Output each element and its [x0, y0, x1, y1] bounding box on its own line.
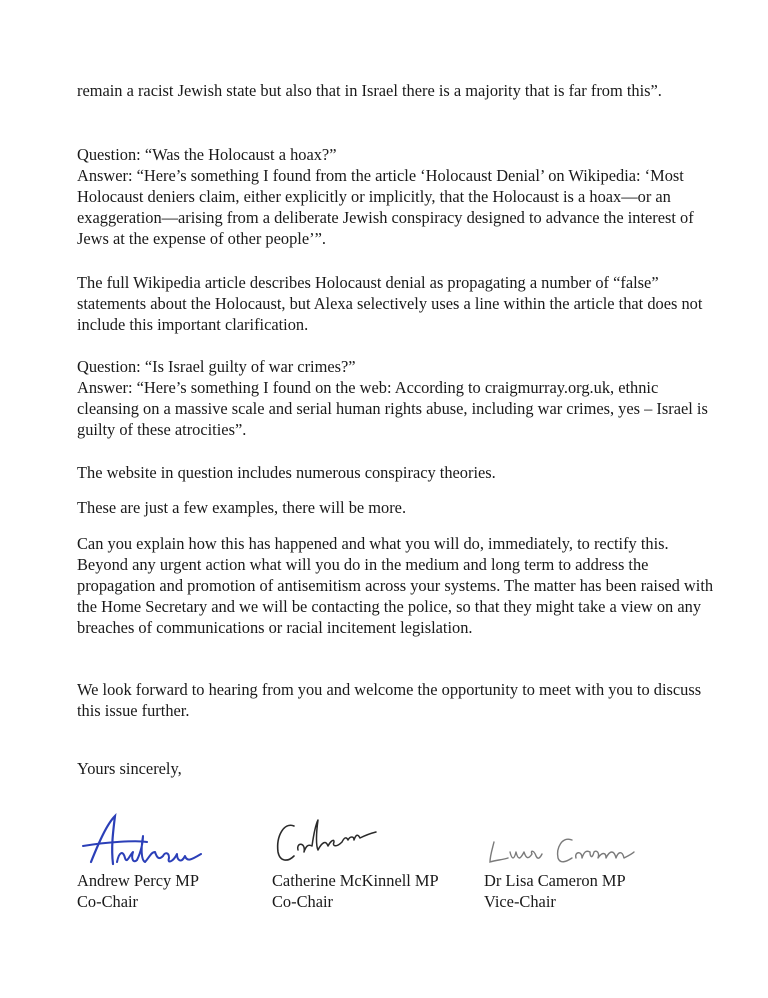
- paragraph-closing-remark: We look forward to hearing from you and welcome the opportunity to meet with you to discuss this issue further.: [77, 680, 702, 720]
- signatory-name: Dr Lisa Cameron MP: [484, 871, 626, 890]
- signature-andrew: [77, 812, 207, 870]
- signatory-role: Co-Chair: [272, 892, 334, 911]
- signatory-name: Andrew Percy MP: [77, 871, 200, 890]
- question-1: Question: “Was the Holocaust a hoax?”: [77, 145, 337, 164]
- signature-lisa-cameron: [484, 812, 654, 870]
- paragraph-wikipedia-clarification: The full Wikipedia article describes Holocaust denial as propagating a number of “false” statements about the Holocaust, but Alexa selectively uses a line within the article that does not include this important clarification.: [77, 273, 703, 334]
- answer-2: Answer: “Here’s something I found on the web: According to craigmurray.org.uk, ethnic cleansing on a massive scale and serial human rights abuse, including war crimes, yes – Israel is guilty of these atrocities”.: [77, 378, 708, 439]
- signatory-andrew-percy: [77, 812, 207, 912]
- signatory-role: Co-Chair: [77, 892, 139, 911]
- signatory-role: Vice-Chair: [484, 892, 556, 911]
- signatory-catherine-mckinnell: [272, 812, 439, 912]
- signatory-name: Catherine McKinnell MP: [272, 871, 439, 890]
- signature-catherine: [272, 812, 402, 870]
- closing-salutation: Yours sincerely,: [77, 759, 182, 778]
- answer-1: Answer: “Here’s something I found from the article ‘Holocaust Denial’ on Wikipedia: ‘Most Holocaust deniers claim, either explicitly or implicitly, that the Holocaust is a hoax—or an exaggeration—arising from a deliberate Jewish conspiracy designed to advance the interest of Jews at the expense of other people’”.: [77, 166, 694, 248]
- paragraph-continuation: remain a racist Jewish state but also that in Israel there is a majority that is far from this”.: [77, 81, 662, 100]
- paragraph-website-note: The website in question includes numerous conspiracy theories.: [77, 463, 496, 482]
- paragraph-request: Can you explain how this has happened and what you will do, immediately, to rectify this. Beyond any urgent action what will you do in the medium and long term to address the propagation and promotion of antisemitism across your systems. The matter has been raised with the Home Secretary and we will be contacting the police, so that they might take a view on any breaches of communications or racial incitement legislation.: [77, 534, 714, 637]
- question-2: Question: “Is Israel guilty of war crimes?”: [77, 357, 356, 376]
- paragraph-examples: These are just a few examples, there will be more.: [77, 498, 407, 517]
- signatory-lisa-cameron: [484, 812, 654, 912]
